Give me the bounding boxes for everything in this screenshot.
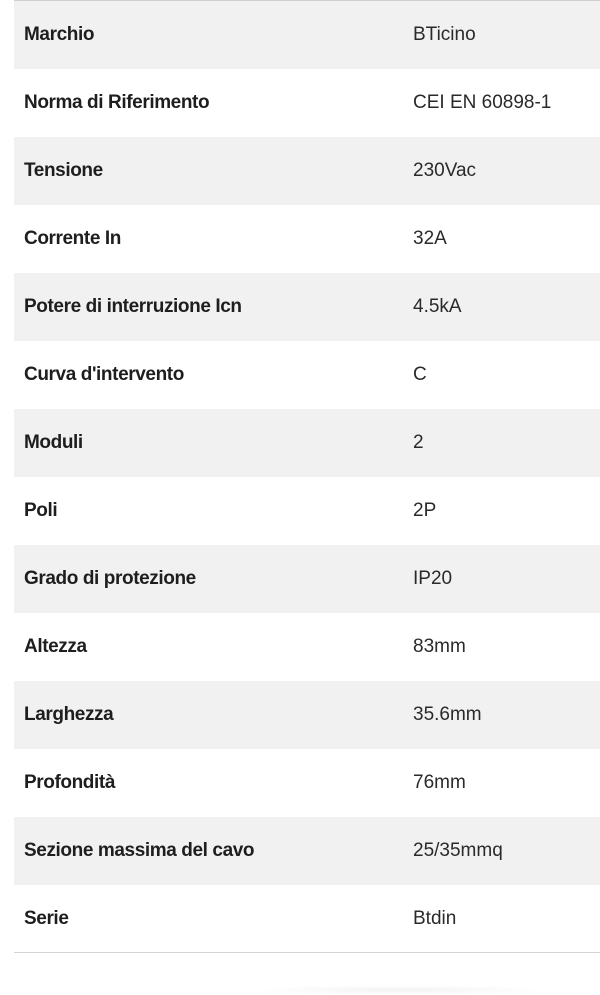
spec-label-potere: Potere di interruzione Icn (14, 273, 413, 341)
spec-value-marchio: BTicino (413, 1, 600, 69)
table-row (14, 205, 600, 273)
spec-label-tensione: Tensione (14, 137, 413, 205)
table-row (14, 477, 600, 545)
table-row (14, 409, 600, 477)
spec-value-grado: IP20 (413, 545, 600, 613)
spec-value-corrente: 32A (413, 205, 600, 273)
spec-value-norma: CEI EN 60898-1 (413, 69, 600, 137)
spec-value-tensione: 230Vac (413, 137, 600, 205)
bottom-shadow-decoration (250, 985, 550, 995)
spec-value-serie: Btdin (413, 885, 600, 953)
spec-value-profondita: 76mm (413, 749, 600, 817)
table-row (14, 137, 600, 205)
spec-label-altezza: Altezza (14, 613, 413, 681)
spec-value-moduli: 2 (413, 409, 600, 477)
spec-label-serie: Serie (14, 885, 413, 953)
spec-label-poli: Poli (14, 477, 413, 545)
table-row (14, 545, 600, 613)
spec-table-body (14, 1, 600, 953)
table-row (14, 341, 600, 409)
spec-value-larghezza: 35.6mm (413, 681, 600, 749)
spec-label-curva: Curva d'intervento (14, 341, 413, 409)
product-spec-table (14, 1, 600, 953)
table-row (14, 749, 600, 817)
spec-label-moduli: Moduli (14, 409, 413, 477)
table-row (14, 885, 600, 953)
spec-label-profondita: Profondità (14, 749, 413, 817)
spec-value-curva: C (413, 341, 600, 409)
table-row (14, 613, 600, 681)
spec-value-potere: 4.5kA (413, 273, 600, 341)
spec-label-norma: Norma di Riferimento (14, 69, 413, 137)
table-row (14, 817, 600, 885)
spec-value-altezza: 83mm (413, 613, 600, 681)
spec-label-corrente: Corrente In (14, 205, 413, 273)
table-row (14, 69, 600, 137)
spec-label-larghezza: Larghezza (14, 681, 413, 749)
spec-value-sezione: 25/35mmq (413, 817, 600, 885)
table-row (14, 681, 600, 749)
table-bottom-divider (14, 952, 600, 953)
spec-value-poli: 2P (413, 477, 600, 545)
table-row (14, 273, 600, 341)
spec-label-marchio: Marchio (14, 1, 413, 69)
spec-label-sezione: Sezione massima del cavo (14, 817, 413, 885)
table-row (14, 1, 600, 69)
spec-label-grado: Grado di protezione (14, 545, 413, 613)
